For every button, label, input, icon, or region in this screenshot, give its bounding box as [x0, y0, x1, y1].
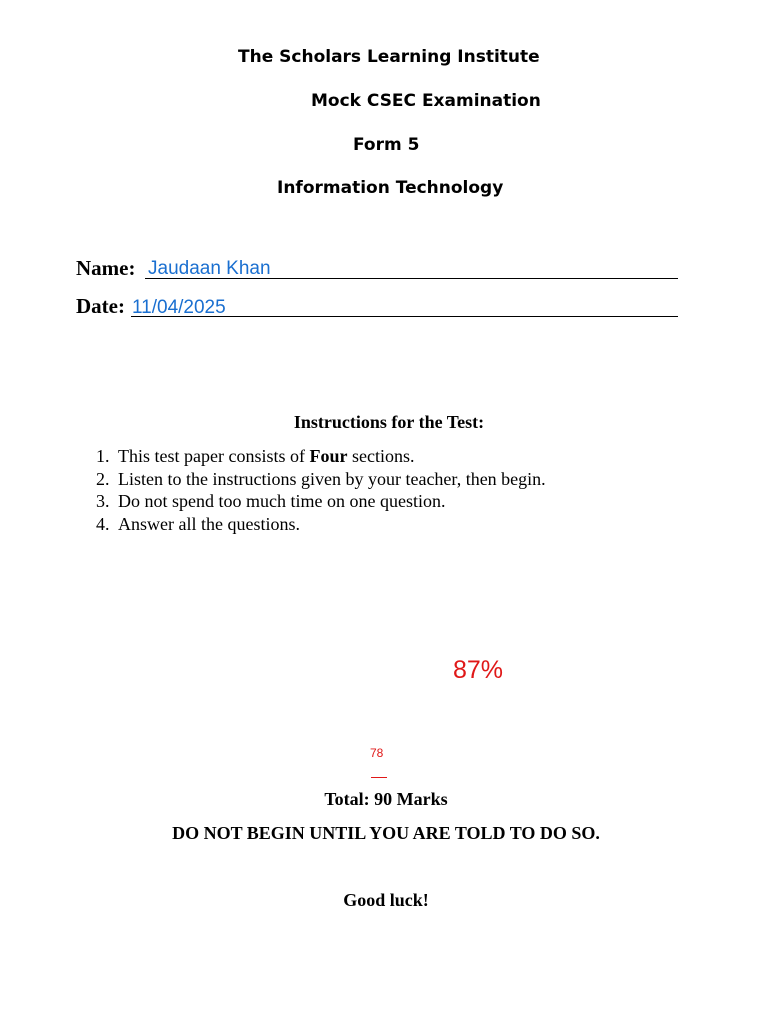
instructions-list [96, 445, 546, 535]
instructions-title: Instructions for the Test: [293, 412, 485, 432]
do-not-begin-warning: DO NOT BEGIN UNTIL YOU ARE TOLD TO DO SO. [172, 823, 600, 843]
subject-name: Information Technology [277, 178, 504, 198]
score-fraction-bar [371, 777, 387, 778]
institute-name: The Scholars Learning Institute [238, 47, 540, 67]
list-item: 4. Answer all the questions. [96, 513, 300, 534]
date-field[interactable]: 11/04/2025 [132, 297, 226, 318]
total-marks: Total: 90 Marks [324, 789, 448, 809]
grade-percent: 87% [453, 656, 504, 684]
score-numerator: 78 [370, 746, 384, 760]
list-item: 1. This test paper consists of Four sections. [96, 446, 415, 466]
emphasis-four: Four [309, 446, 348, 466]
form-level: Form 5 [353, 135, 420, 155]
good-luck: Good luck! [343, 890, 429, 910]
date-label: Date: [76, 294, 125, 318]
exam-name: Mock CSEC Examination [311, 91, 541, 111]
name-label: Name: [76, 256, 136, 280]
list-item: 2. Listen to the instructions given by your teacher, then begin. [96, 468, 546, 489]
name-field[interactable]: Jaudaan Khan [148, 258, 271, 279]
list-item: 3. Do not spend too much time on one question. [96, 491, 446, 511]
